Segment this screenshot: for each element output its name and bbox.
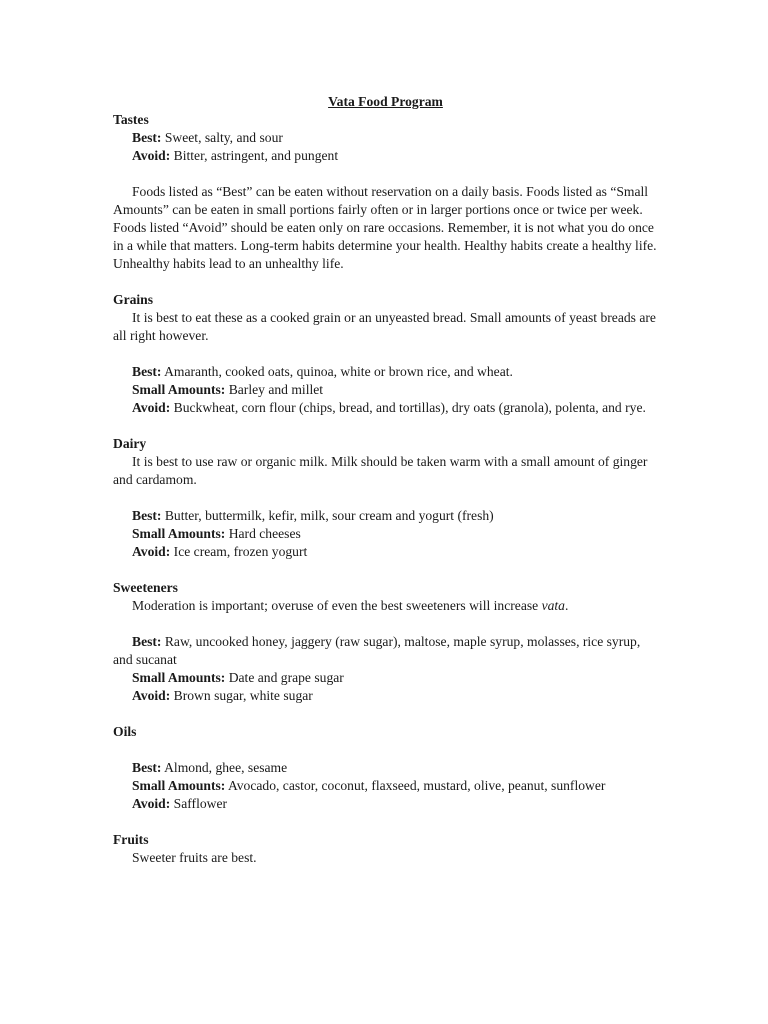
dairy-best-text: Butter, buttermilk, kefir, milk, sour cream and yogurt (fresh) xyxy=(161,508,494,523)
best-label: Best: xyxy=(132,130,162,145)
best-label: Best: xyxy=(132,634,162,649)
sweeteners-heading: Sweeteners xyxy=(113,580,178,595)
grains-best-text: Amaranth, cooked oats, quinoa, white or brown rice, and wheat. xyxy=(161,364,513,379)
tastes-heading: Tastes xyxy=(113,112,149,127)
dairy-heading: Dairy xyxy=(113,436,147,451)
best-label: Best: xyxy=(132,364,162,379)
sweeteners-best-line xyxy=(113,633,658,669)
grains-small-line xyxy=(113,381,658,399)
grains-heading: Grains xyxy=(113,292,154,307)
sweeteners-note xyxy=(113,597,658,615)
sweeteners-note-end: . xyxy=(564,598,569,613)
oils-avoid-line xyxy=(113,795,658,813)
small-amounts-label: Small Amounts: xyxy=(132,778,226,793)
sweeteners-note-text: Moderation is important; overuse of even the best sweeteners will increase xyxy=(132,598,542,613)
dairy-best-line xyxy=(113,507,658,525)
page-title: Vata Food Program xyxy=(328,94,443,109)
tastes-intro-paragraph: Foods listed as “Best” can be eaten without reservation on a daily basis. Foods listed as “Small Amounts” can be eaten in small portions fairly often or in larger portions once or twice per week. Foods listed “Avoid” should be eaten only on rare occasions. Remember, it is not what you do once in a while that matters. Long-term habits determine your health. Healthy habits create a healthy life. Unhealthy habits lead to an unhealthy life. xyxy=(113,184,657,271)
sweeteners-avoid-text: Brown sugar, white sugar xyxy=(170,688,313,703)
sweeteners-avoid-line xyxy=(113,687,658,705)
best-label: Best: xyxy=(132,508,162,523)
oils-best-text: Almond, ghee, sesame xyxy=(161,760,288,775)
fruits-note: Sweeter fruits are best. xyxy=(132,850,257,865)
avoid-label: Avoid: xyxy=(132,796,171,811)
avoid-label: Avoid: xyxy=(132,544,171,559)
oils-small-line xyxy=(113,777,658,795)
document-body xyxy=(113,93,658,867)
tastes-best-line xyxy=(113,129,658,147)
oils-avoid-text: Safflower xyxy=(170,796,228,811)
small-amounts-label: Small Amounts: xyxy=(132,382,226,397)
tastes-best-text: Sweet, salty, and sour xyxy=(161,130,283,145)
avoid-label: Avoid: xyxy=(132,148,171,163)
tastes-avoid-text: Bitter, astringent, and pungent xyxy=(170,148,339,163)
grains-avoid-text: Buckwheat, corn flour (chips, bread, and tortillas), dry oats (granola), polenta, and rye. xyxy=(170,400,646,415)
grains-note: It is best to eat these as a cooked grain or an unyeasted bread. Small amounts of yeast breads are all right however. xyxy=(113,310,656,343)
oils-small-text: Avocado, castor, coconut, flaxseed, mustard, olive, peanut, sunflower xyxy=(225,778,606,793)
dairy-note: It is best to use raw or organic milk. Milk should be taken warm with a small amount of ginger and cardamom. xyxy=(113,454,648,487)
sweeteners-note-emphasis: vata xyxy=(541,598,565,613)
dairy-avoid-text: Ice cream, frozen yogurt xyxy=(170,544,308,559)
sweeteners-small-line xyxy=(113,669,658,687)
avoid-label: Avoid: xyxy=(132,688,171,703)
oils-heading: Oils xyxy=(113,724,137,739)
dairy-avoid-line xyxy=(113,543,658,561)
dairy-small-text: Hard cheeses xyxy=(225,526,301,541)
small-amounts-label: Small Amounts: xyxy=(132,526,226,541)
grains-best-line xyxy=(113,363,658,381)
best-label: Best: xyxy=(132,760,162,775)
avoid-label: Avoid: xyxy=(132,400,171,415)
sweeteners-best-text: Raw, uncooked honey, jaggery (raw sugar), maltose, maple syrup, molasses, rice syrup, and sucanat xyxy=(113,634,641,667)
grains-avoid-line xyxy=(113,399,658,417)
grains-small-text: Barley and millet xyxy=(225,382,324,397)
small-amounts-label: Small Amounts: xyxy=(132,670,226,685)
oils-best-line xyxy=(113,759,658,777)
fruits-heading: Fruits xyxy=(113,832,149,847)
dairy-small-line xyxy=(113,525,658,543)
tastes-avoid-line xyxy=(113,147,658,165)
sweeteners-small-text: Date and grape sugar xyxy=(225,670,344,685)
